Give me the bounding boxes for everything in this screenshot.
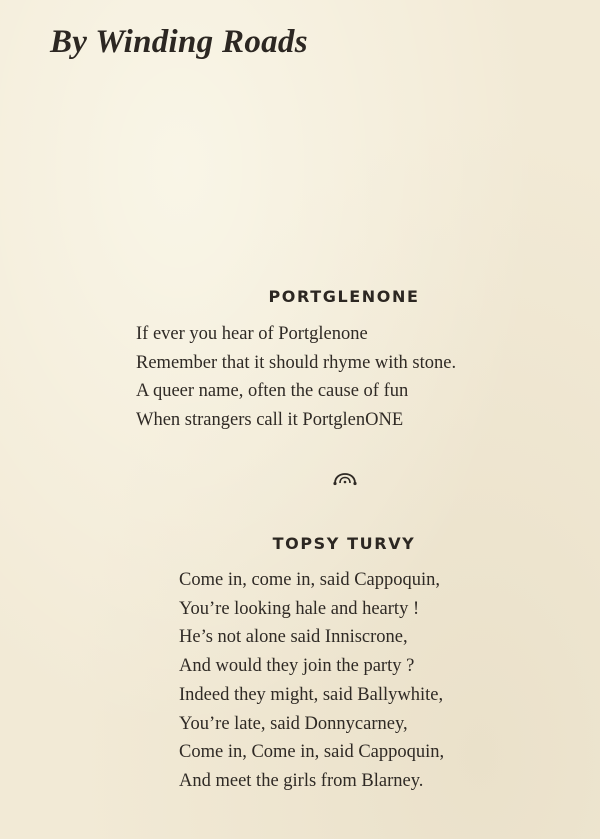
poem-line: And would they join the party ? [179, 656, 415, 677]
poem-line: A queer name, often the cause of fun [136, 381, 409, 402]
poem-line: You’re late, said Donnycarney, [179, 713, 408, 734]
poem-line: He’s not alone said Inniscrone, [179, 627, 408, 648]
poem-title-topsy-turvy: TOPSY TURVY [272, 534, 416, 553]
poem-line: Indeed they might, said Ballywhite, [179, 684, 444, 705]
fleuron-ornament-icon [331, 472, 359, 486]
running-head: By Winding Roads [50, 24, 308, 60]
poem-topsy-turvy-stanza [179, 566, 444, 796]
poem-line: When strangers call it PortglenONE [136, 410, 404, 431]
poem-line: And meet the girls from Blarney. [179, 770, 424, 791]
poem-line: Remember that it should rhyme with stone. [136, 352, 457, 373]
poem-line: If ever you hear of Portglenone [136, 324, 368, 344]
poem-title-portglenone: PORTGLENONE [268, 287, 420, 306]
poem-line: Come in, Come in, said Cappoquin, [179, 742, 445, 763]
poem-line: You’re looking hale and hearty ! [179, 598, 420, 619]
poem-line: Come in, come in, said Cappoquin, [179, 570, 441, 590]
poem-portglenone-stanza [136, 320, 456, 435]
